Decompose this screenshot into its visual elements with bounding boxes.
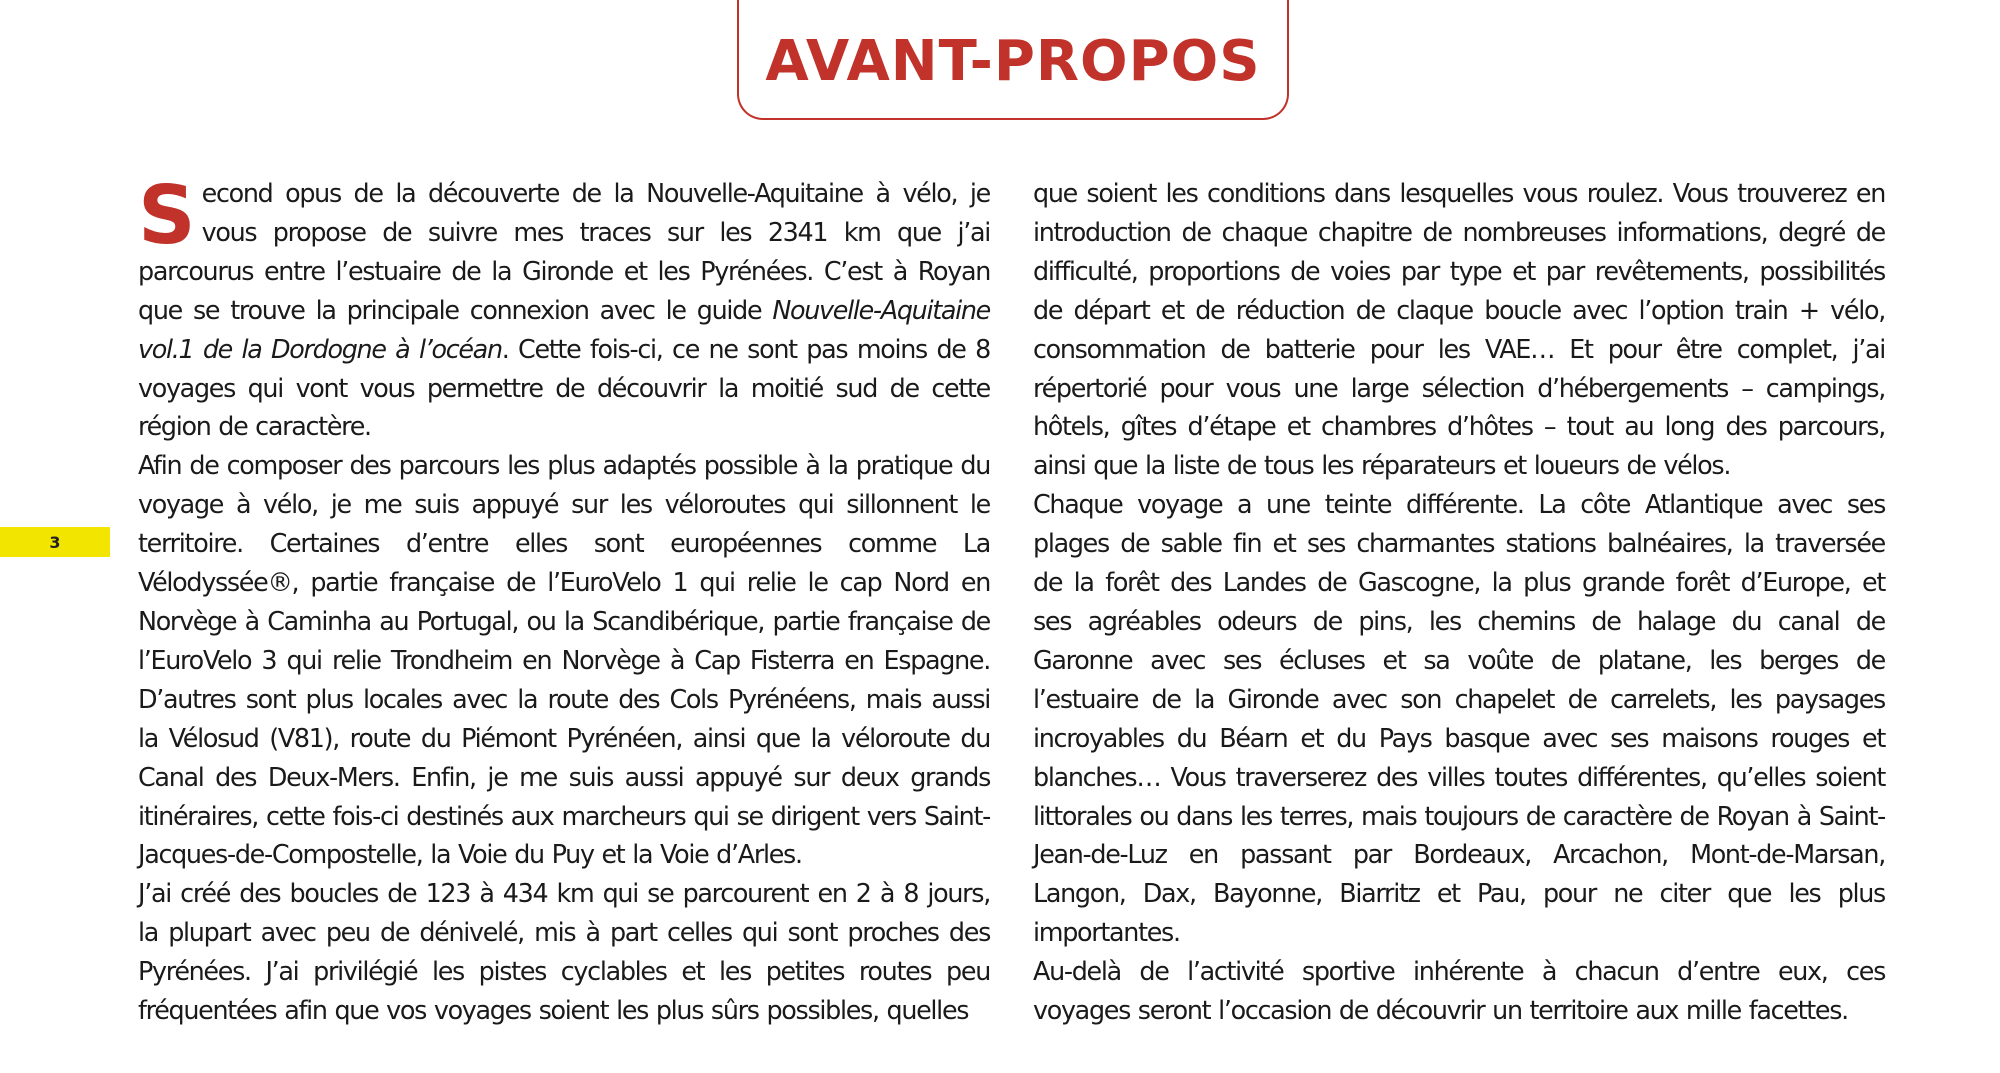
page-title: AVANT-PROPOS bbox=[765, 28, 1261, 94]
paragraph-conclusion: Au-delà de l’activité sportive inhérente à chacun d’entre eux, ces voyages seront l’occasion de découvrir un territoire aux mille facettes. bbox=[1033, 956, 1885, 1026]
page-number-tab bbox=[0, 527, 110, 557]
guide-title-reference: Nouvelle-Aquitaine vol.1 de la Dordogne à l’océan bbox=[138, 294, 990, 364]
left-column bbox=[138, 169, 990, 1030]
paragraph-intro bbox=[138, 169, 990, 446]
paragraph-intro-text-a: econd opus de la découverte de la Nouvelle-Aquitaine à vélo, je vous propose de suivre mes traces sur les 2341 km que j’ai parcourus entre l’estuaire de la Gironde et les Pyrénées. C’est à Royan que se trouve la principale connexion avec le guide bbox=[138, 178, 990, 325]
paragraph-conditions: que soient les conditions dans lesquelles vous roulez. Vous trouverez en introduction de chaque chapitre de nombreuses informations, degré de difficulté, proportions de voies par type et par revêtements, possibilités de départ et de réduction de claque boucle avec l’option train + vélo, consommation de batterie pour les VAE… Et pour être complet, j’ai répertorié pour vous une large sélection d’hébergements – campings, hôtels, gîtes d’étape et chambres d’hôtes – tout au long des parcours, ainsi que la liste de tous les réparateurs et loueurs de vélos. bbox=[1033, 178, 1885, 481]
page-number: 3 bbox=[49, 532, 61, 552]
drop-cap: S bbox=[138, 169, 196, 262]
title-box bbox=[737, 0, 1289, 120]
right-column bbox=[1033, 174, 1885, 1030]
paragraph-veloroutes: Afin de composer des parcours les plus adaptés possible à la pratique du voyage à vélo, je me suis appuyé sur les véloroutes qui sillonnent le territoire. Certaines d’entre elles sont européennes comme La Vélodyssée®, partie française de l’EuroVelo 1 qui relie le cap Nord en Norvège à Caminha au Portugal, ou la Scandibérique, partie française de l’EuroVelo 3 qui relie Trondheim en Norvège à Cap Fisterra en Espagne. D’autres sont plus locales avec la route des Cols Pyrénéens, mais aussi la Vélosud (V81), route du Piémont Pyrénéen, ainsi que la véloroute du Canal des Deux-Mers. Enfin, je me suis aussi appuyé sur deux grands itinéraires, cette fois-ci destinés aux marcheurs qui se dirigent vers Saint-Jacques-de-Compostelle, la Voie du Puy et la Voie d’Arles. bbox=[138, 450, 990, 870]
paragraph-teintes: Chaque voyage a une teinte différente. La côte Atlantique avec ses plages de sable fin et ses charmantes stations balnéaires, la traversée de la forêt des Landes de Gascogne, la plus grande forêt d’Europe, et ses agréables odeurs de pins, les chemins de halage du canal de Garonne avec ses écluses et sa voûte de platane, les berges de l’estuaire de la Gironde avec son chapelet de carrelets, les paysages incroyables du Béarn et du Pays basque avec ses maisons rouges et blanches… Vous traverserez des villes toutes différentes, qu’elles soient littorales ou dans les terres, mais toujours de caractère de Royan à Saint-Jean-de-Luz en passant par Bordeaux, Arcachon, Mont-de-Marsan, Langon, Dax, Bayonne, Biarritz et Pau, pour ne citer que les plus importantes. bbox=[1033, 489, 1885, 948]
paragraph-intro-text-b: . Cette fois-ci, ce ne sont pas moins de 8 voyages qui vont vous permettre de découvrir la moitié sud de cette région de caractère. bbox=[138, 333, 990, 442]
paragraph-boucles: J’ai créé des boucles de 123 à 434 km qui se parcourent en 2 à 8 jours, la plupart avec peu de dénivelé, mis à part celles qui sont proches des Pyrénées. J’ai privilégié les pistes cyclables et les petites routes peu fréquentées afin que vos voyages soient les plus sûrs possibles, quelles bbox=[138, 878, 990, 1026]
